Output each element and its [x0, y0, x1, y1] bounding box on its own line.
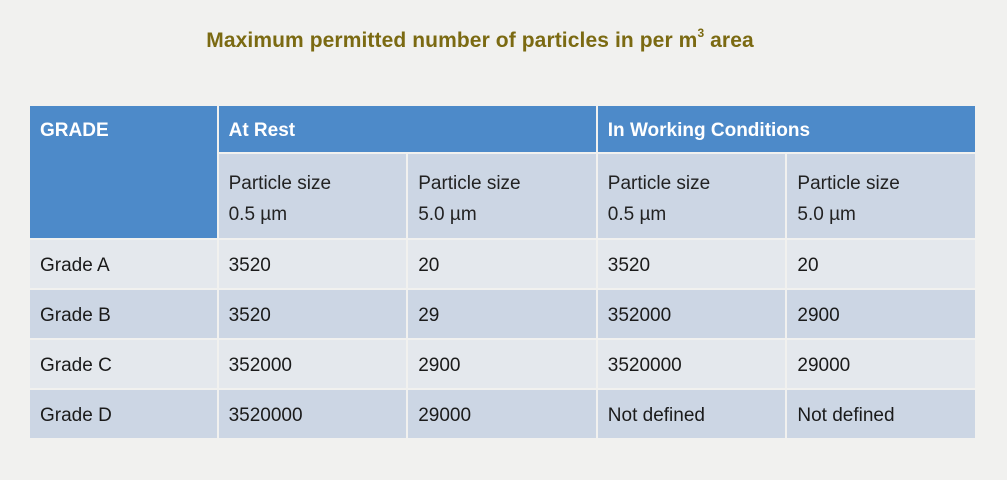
table-cell: 3520000 [219, 390, 407, 438]
table-cell: 3520 [219, 240, 407, 288]
table-row [30, 290, 975, 338]
grade-label: Grade D [30, 390, 217, 438]
table-row [30, 390, 975, 438]
working-conditions-group-header: In Working Conditions [598, 106, 975, 152]
grade-column-header: GRADE [30, 106, 217, 238]
table-cell: 3520 [598, 240, 786, 288]
table-cell: 20 [787, 240, 975, 288]
table-cell: 3520 [219, 290, 407, 338]
title-text: Maximum permitted number of particles in per m [206, 29, 698, 52]
table-row [30, 340, 975, 388]
table-cell: 352000 [219, 340, 407, 388]
slide-title [0, 28, 960, 53]
table-cell: Not defined [787, 390, 975, 438]
grade-label: Grade C [30, 340, 217, 388]
table-cell: 20 [408, 240, 596, 288]
subheader-line2: 0.5 µm [228, 204, 288, 225]
subheader-line2: 5.0 µm [797, 204, 856, 225]
table-cell: 3520000 [598, 340, 786, 388]
subheader-working-0-5 [598, 154, 786, 238]
subheader-line1: Particle size [228, 173, 332, 194]
table-cell: 2900 [787, 290, 975, 338]
subheader-line2: 5.0 µm [418, 204, 477, 225]
table-cell: 352000 [598, 290, 786, 338]
title-superscript: 3 [697, 26, 705, 40]
subheader-at-rest-0-5 [219, 154, 407, 238]
title-suffix: area [704, 29, 754, 52]
subheader-line1: Particle size [797, 173, 900, 194]
table-cell: 29 [408, 290, 596, 338]
subheader-line1: Particle size [418, 173, 521, 194]
grade-label: Grade A [30, 240, 217, 288]
subheader-at-rest-5-0 [408, 154, 596, 238]
at-rest-group-header: At Rest [219, 106, 596, 152]
table-cell: 2900 [408, 340, 596, 388]
table-row [30, 240, 975, 288]
subheader-working-5-0 [787, 154, 975, 238]
particle-limits-table [30, 106, 977, 440]
subheader-line1: Particle size [607, 173, 711, 194]
table-cell: 29000 [787, 340, 975, 388]
grade-label: Grade B [30, 290, 217, 338]
subheader-line2: 0.5 µm [607, 204, 667, 225]
table-cell: 29000 [408, 390, 596, 438]
table-cell: Not defined [598, 390, 786, 438]
